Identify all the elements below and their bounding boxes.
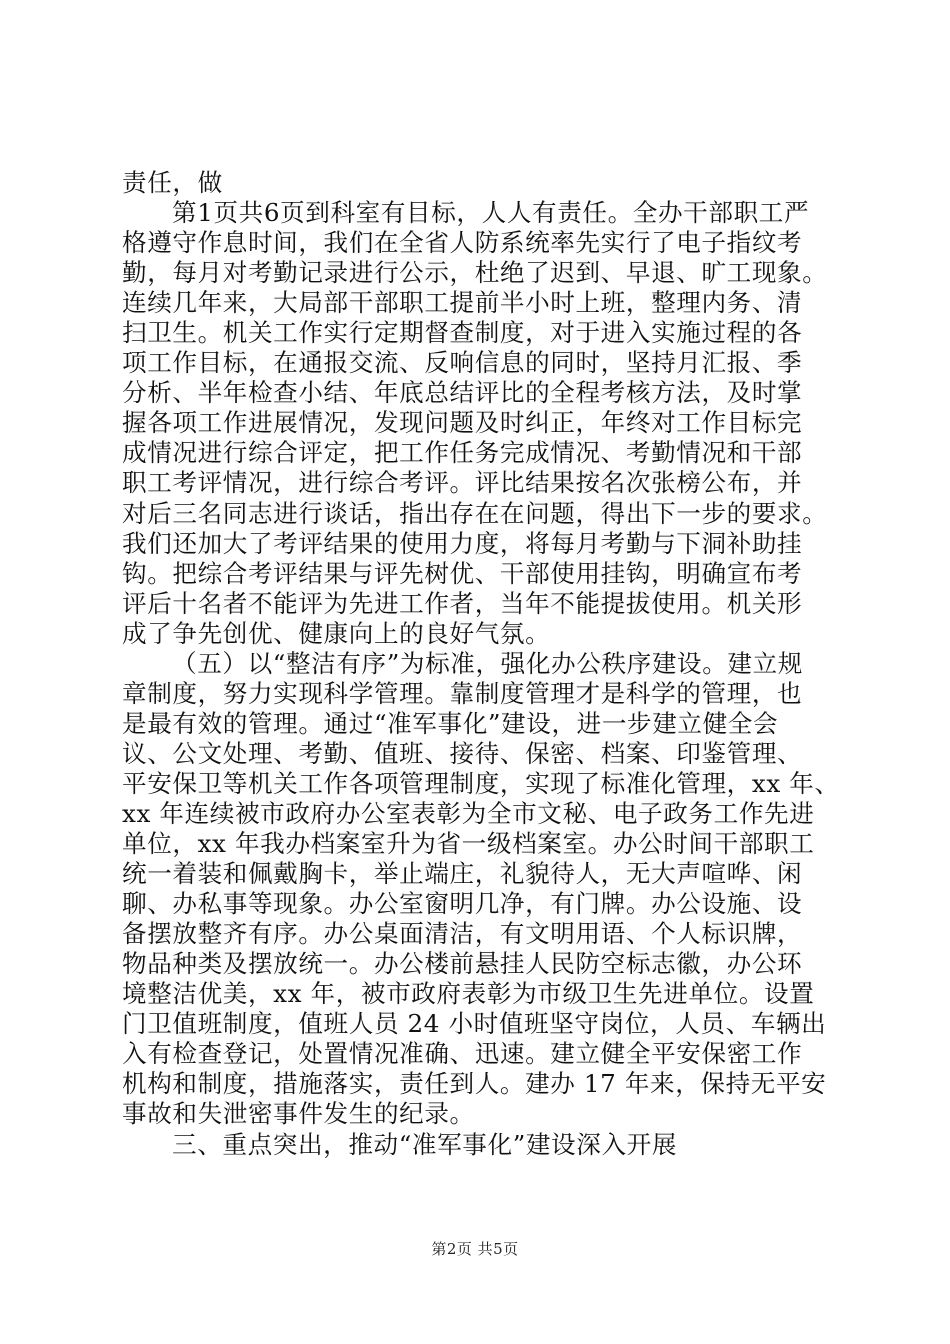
text-line: 章制度，努力实现科学管理。靠制度管理才是科学的管理，也 bbox=[122, 678, 803, 708]
page-footer bbox=[0, 1238, 950, 1259]
text-line: 勤，每月对考勤记录进行公示，杜绝了迟到、早退、旷工现象。 bbox=[122, 258, 828, 288]
text-line: 扫卫生。机关工作实行定期督查制度，对于进入实施过程的各 bbox=[122, 318, 803, 348]
text-line: xx 年连续被市政府办公室表彰为全市文秘、电子政务工作先进 bbox=[122, 798, 815, 828]
text-line: 格遵守作息时间，我们在全省人防系统率先实行了电子指纹考 bbox=[122, 228, 803, 258]
text-line: 物品种类及摆放统一。办公楼前悬挂人民防空标志徽，办公环 bbox=[122, 949, 803, 979]
page-number-indicator: 第2页 共5页 bbox=[431, 1240, 519, 1258]
text-line: 议、公文处理、考勤、值班、接待、保密、档案、印鉴管理、 bbox=[122, 738, 803, 768]
text-line: 握各项工作进展情况，发现问题及时纠正，年终对工作目标完 bbox=[122, 408, 803, 438]
text-line: 是最有效的管理。通过“准军事化”建设，进一步建立健全会 bbox=[122, 708, 779, 738]
text-line: 职工考评情况，进行综合考评。评比结果按名次张榜公布，并 bbox=[122, 468, 803, 498]
text-line: 连续几年来，大局部干部职工提前半小时上班，整理内务、清 bbox=[122, 288, 803, 318]
text-line: 单位，xx 年我办档案室升为省一级档案室。办公时间干部职工 bbox=[122, 829, 815, 859]
text-line: 分析、半年检查小结、年底总结评比的全程考核方法，及时掌 bbox=[122, 378, 803, 408]
text-line: 门卫值班制度，值班人员 24 小时值班坚守岗位，人员、车辆出 bbox=[122, 1009, 827, 1039]
text-line: 项工作目标，在通报交流、反响信息的同时，坚持月汇报、季 bbox=[122, 348, 803, 378]
text-line: 机构和制度，措施落实，责任到人。建办 17 年来，保持无平安 bbox=[122, 1069, 827, 1099]
text-line: 境整洁优美，xx 年，被市政府表彰为市级卫生先进单位。设置 bbox=[122, 979, 815, 1009]
text-line: 成情况进行综合评定，把工作任务完成情况、考勤情况和干部 bbox=[122, 438, 803, 468]
document-body bbox=[122, 168, 840, 1160]
text-line: 评后十名者不能评为先进工作者，当年不能提拔使用。机关形 bbox=[122, 588, 803, 618]
text-line: 备摆放整齐有序。办公桌面清洁，有文明用语、个人标识牌， bbox=[122, 919, 803, 949]
text-line: 对后三名同志进行谈话，指出存在在问题，得出下一步的要求。 bbox=[122, 498, 828, 528]
text-line: 我们还加大了考评结果的使用力度，将每月考勤与下洞补助挂 bbox=[122, 528, 803, 558]
text-line: 事故和失泄密事件发生的纪录。 bbox=[122, 1099, 475, 1129]
text-line: 聊、办私事等现象。办公室窗明几净，有门牌。办公设施、设 bbox=[122, 889, 803, 919]
text-line: 责任，做 bbox=[122, 168, 223, 197]
text-line: 钩。把综合考评结果与评先树优、干部使用挂钩，明确宣布考 bbox=[122, 558, 803, 588]
text-line: 成了争先创优、健康向上的良好气氛。 bbox=[122, 618, 551, 648]
text-line: 第1页共6页到科室有目标，人人有责任。全办干部职工严 bbox=[172, 198, 810, 228]
section-heading-line: 三、重点突出，推动“准军事化”建设深入开展 bbox=[172, 1129, 678, 1159]
section-heading-line: （五）以“整洁有序”为标准，强化办公秩序建设。建立规 bbox=[172, 648, 803, 678]
text-line: 统一着装和佩戴胸卡，举止端庄，礼貌待人，无大声喧哗、闲 bbox=[122, 859, 803, 889]
text-line: 平安保卫等机关工作各项管理制度，实现了标准化管理，xx 年、 bbox=[122, 768, 840, 798]
text-line: 入有检查登记，处置情况准确、迅速。建立健全平安保密工作 bbox=[122, 1039, 803, 1069]
